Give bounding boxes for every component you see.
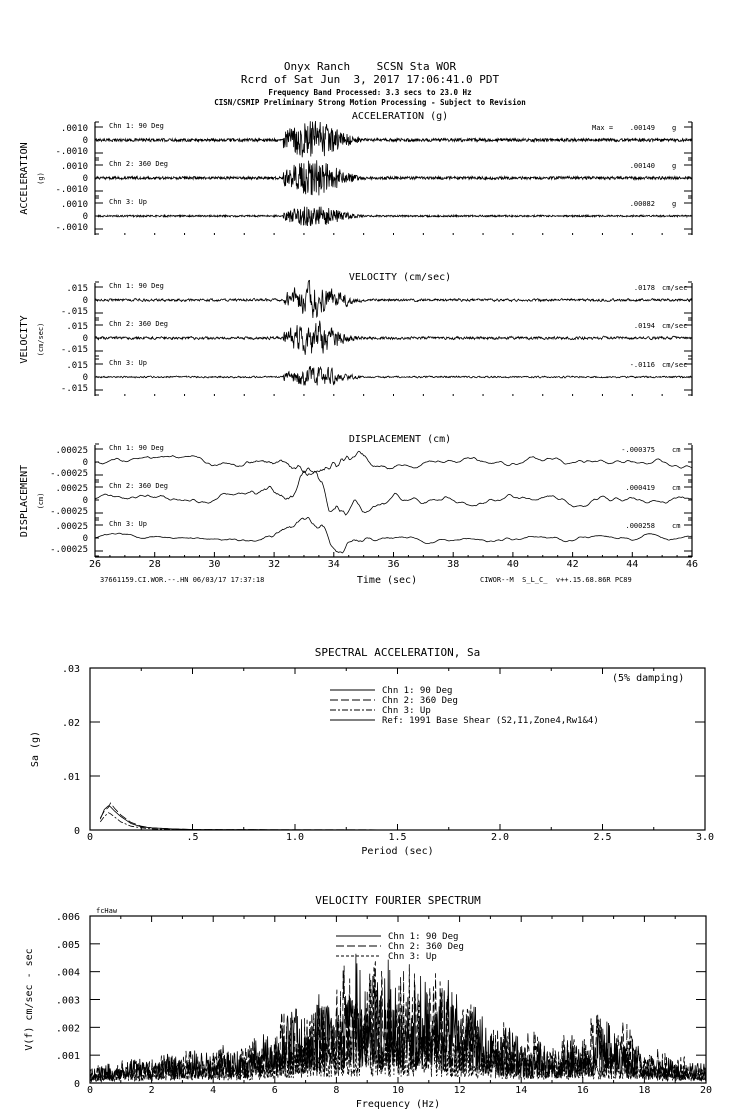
x-tick-label: 0 xyxy=(86,1085,94,1096)
y-axis-label: ACCELERATION xyxy=(19,142,30,215)
x-tick-label: 18 xyxy=(638,1085,651,1096)
channel-unit: g xyxy=(672,162,677,170)
channel-peak: .000258 xyxy=(625,522,655,530)
channel-label: Chn 2: 360 Deg xyxy=(109,320,169,328)
channel-label: Chn 3: Up xyxy=(109,198,147,206)
y-tick-label: .0010 xyxy=(60,162,88,172)
plot-title: SPECTRAL ACCELERATION, Sa xyxy=(314,646,481,659)
panel-title: ACCELERATION (g) xyxy=(351,111,449,122)
y-tick-label: 0 xyxy=(82,373,88,383)
channel-peak: .00149 xyxy=(629,124,655,132)
x-tick-label: 0 xyxy=(86,832,94,843)
time-axis-label: Time (sec) xyxy=(356,575,418,586)
legend-label: Chn 3: Up xyxy=(388,952,437,962)
channel-unit: g xyxy=(672,200,677,208)
x-tick-label: 6 xyxy=(271,1085,278,1096)
legend-label: Chn 1: 90 Deg xyxy=(388,932,459,942)
waveform-trace xyxy=(95,321,692,355)
damping-annotation: (5% damping) xyxy=(612,673,685,684)
y-tick-label: .004 xyxy=(55,967,80,979)
x-tick-label: 1.5 xyxy=(388,832,407,843)
y-tick-label: 0 xyxy=(82,534,88,544)
y-tick-label: .006 xyxy=(55,912,80,923)
y-tick-label: -.00025 xyxy=(50,545,88,555)
y-tick-label: .0010 xyxy=(60,200,88,210)
channel-label: Chn 3: Up xyxy=(109,359,147,367)
series-line xyxy=(100,803,705,830)
y-axis-unit: (cm) xyxy=(37,492,45,510)
y-tick-label: 0 xyxy=(82,136,88,146)
waveform-trace xyxy=(95,451,692,472)
station-title: Onyx Ranch SCSN Sta WOR xyxy=(283,60,457,73)
y-tick-label: 0 xyxy=(82,458,88,468)
panel-title: DISPLACEMENT (cm) xyxy=(348,434,452,445)
x-tick-label: 2.0 xyxy=(490,832,510,843)
channel-label: Chn 2: 360 Deg xyxy=(109,160,169,168)
time-tick-label: 32 xyxy=(268,559,281,570)
x-tick-label: 3.0 xyxy=(695,832,715,843)
y-tick-label: .002 xyxy=(55,1023,80,1035)
time-tick-label: 38 xyxy=(447,559,460,570)
y-axis-unit: (cm/sec) xyxy=(37,322,45,357)
channel-unit: cm/sec xyxy=(662,284,688,292)
waveform-trace xyxy=(95,160,692,195)
y-tick-label: 0 xyxy=(82,334,88,344)
plot-title: VELOCITY FOURIER SPECTRUM xyxy=(315,894,481,907)
channel-label: Chn 1: 90 Deg xyxy=(109,282,164,290)
y-tick-label: .015 xyxy=(66,361,88,371)
channel-peak: -.000375 xyxy=(621,446,655,454)
footer-processing-id: CIWOR--M S_L_C_ v++.15.68.86R PC89 xyxy=(480,576,632,584)
x-tick-label: 10 xyxy=(391,1085,405,1096)
x-tick-label: 8 xyxy=(333,1085,340,1096)
y-tick-label: .0010 xyxy=(60,124,88,134)
series-line xyxy=(100,806,705,830)
y-tick-label: -.0010 xyxy=(55,223,88,233)
y-tick-label: 0 xyxy=(82,296,88,306)
x-axis-label: Frequency (Hz) xyxy=(355,1099,441,1110)
y-axis-label: DISPLACEMENT xyxy=(19,464,30,538)
legend-label: Chn 1: 90 Deg xyxy=(382,686,453,696)
waveform-trace xyxy=(95,207,692,226)
channel-unit: cm xyxy=(672,446,681,454)
channel-label: Chn 1: 90 Deg xyxy=(109,444,164,452)
y-tick-label: .01 xyxy=(61,772,80,783)
x-tick-label: .5 xyxy=(186,832,199,843)
time-tick-label: 36 xyxy=(387,559,400,570)
channel-unit: cm/sec xyxy=(662,361,688,369)
y-tick-label: -.0010 xyxy=(55,185,88,195)
y-tick-label: .015 xyxy=(66,322,88,332)
y-tick-label: .001 xyxy=(55,1051,80,1063)
y-tick-label: 0 xyxy=(73,826,80,837)
channel-peak: .0178 xyxy=(633,284,655,292)
x-tick-label: 14 xyxy=(515,1085,528,1096)
x-tick-label: 20 xyxy=(699,1085,713,1096)
footer-record-id: 37661159.CI.WOR.--.HN 06/03/17 17:37:18 xyxy=(100,576,265,584)
series-line xyxy=(100,813,705,830)
time-tick-label: 42 xyxy=(566,559,579,570)
channel-peak: .00082 xyxy=(629,200,655,208)
corner-label: fcHaw xyxy=(96,907,118,915)
y-tick-label: .02 xyxy=(61,718,80,729)
y-axis-label: V(f) cm/sec - sec xyxy=(24,948,35,1051)
y-tick-label: .00025 xyxy=(55,522,88,532)
time-tick-label: 30 xyxy=(208,559,221,570)
y-tick-label: -.015 xyxy=(60,345,88,355)
waveform-trace xyxy=(95,518,692,554)
y-tick-label: .00025 xyxy=(55,484,88,494)
channel-peak: .00140 xyxy=(629,162,655,170)
x-tick-label: 16 xyxy=(576,1085,589,1096)
y-tick-label: .03 xyxy=(61,664,80,675)
y-tick-label: .015 xyxy=(66,284,88,294)
y-tick-label: -.015 xyxy=(60,307,88,317)
x-tick-label: 2 xyxy=(148,1085,155,1096)
y-tick-label: .00025 xyxy=(55,446,88,456)
frequency-band: Frequency Band Processed: 3.3 secs to 23.0 Hz xyxy=(268,88,472,97)
y-tick-label: 0 xyxy=(82,212,88,222)
channel-label: Chn 3: Up xyxy=(109,520,147,528)
time-tick-label: 34 xyxy=(327,559,340,570)
x-tick-label: 4 xyxy=(210,1085,217,1096)
y-axis-label: VELOCITY xyxy=(19,315,30,364)
time-tick-label: 26 xyxy=(88,559,102,570)
channel-unit: g xyxy=(672,124,677,132)
waveform-trace xyxy=(95,366,692,385)
y-tick-label: 0 xyxy=(82,496,88,506)
time-tick-label: 46 xyxy=(685,559,699,570)
y-axis-unit: (g) xyxy=(37,172,45,185)
y-tick-label: .003 xyxy=(55,995,80,1007)
channel-unit: cm xyxy=(672,484,681,492)
x-axis-label: Period (sec) xyxy=(361,846,434,857)
y-axis-label: Sa (g) xyxy=(30,730,41,768)
x-tick-label: 2.5 xyxy=(593,832,612,843)
panel-title: VELOCITY (cm/sec) xyxy=(348,272,452,283)
channel-peak: -.0116 xyxy=(629,361,655,369)
legend-label: Chn 3: Up xyxy=(382,706,431,716)
channel-label: Chn 1: 90 Deg xyxy=(109,122,164,130)
legend-label: Ref: 1991 Base Shear (S2,I1,Zone4,Rw1&4) xyxy=(382,716,599,726)
y-tick-label: -.015 xyxy=(60,384,88,394)
x-tick-label: 12 xyxy=(453,1085,466,1096)
y-tick-label: 0 xyxy=(82,174,88,184)
time-tick-label: 28 xyxy=(148,559,161,570)
waveform-trace xyxy=(95,471,692,515)
record-time: Rcrd of Sat Jun 3, 2017 17:06:41.0 PDT xyxy=(240,73,500,86)
channel-unit: cm/sec xyxy=(662,322,688,330)
y-tick-label: -.0010 xyxy=(55,147,88,157)
max-prefix: Max = xyxy=(592,124,614,132)
processing-note: CISN/CSMIP Preliminary Strong Motion Processing - Subject to Revision xyxy=(214,98,526,107)
legend-label: Chn 2: 360 Deg xyxy=(388,942,464,952)
channel-unit: cm xyxy=(672,522,681,530)
y-tick-label: -.00025 xyxy=(50,469,88,479)
y-tick-label: .005 xyxy=(55,939,80,951)
x-tick-label: 1.0 xyxy=(285,832,305,843)
time-tick-label: 40 xyxy=(506,559,519,570)
y-tick-label: -.00025 xyxy=(50,507,88,517)
time-tick-label: 44 xyxy=(626,559,639,570)
y-tick-label: 0 xyxy=(73,1079,80,1090)
channel-peak: .000419 xyxy=(625,484,655,492)
waveform-trace xyxy=(95,280,692,318)
channel-peak: .0194 xyxy=(633,322,655,330)
legend-label: Chn 2: 360 Deg xyxy=(382,696,458,706)
channel-label: Chn 2: 360 Deg xyxy=(109,482,169,490)
